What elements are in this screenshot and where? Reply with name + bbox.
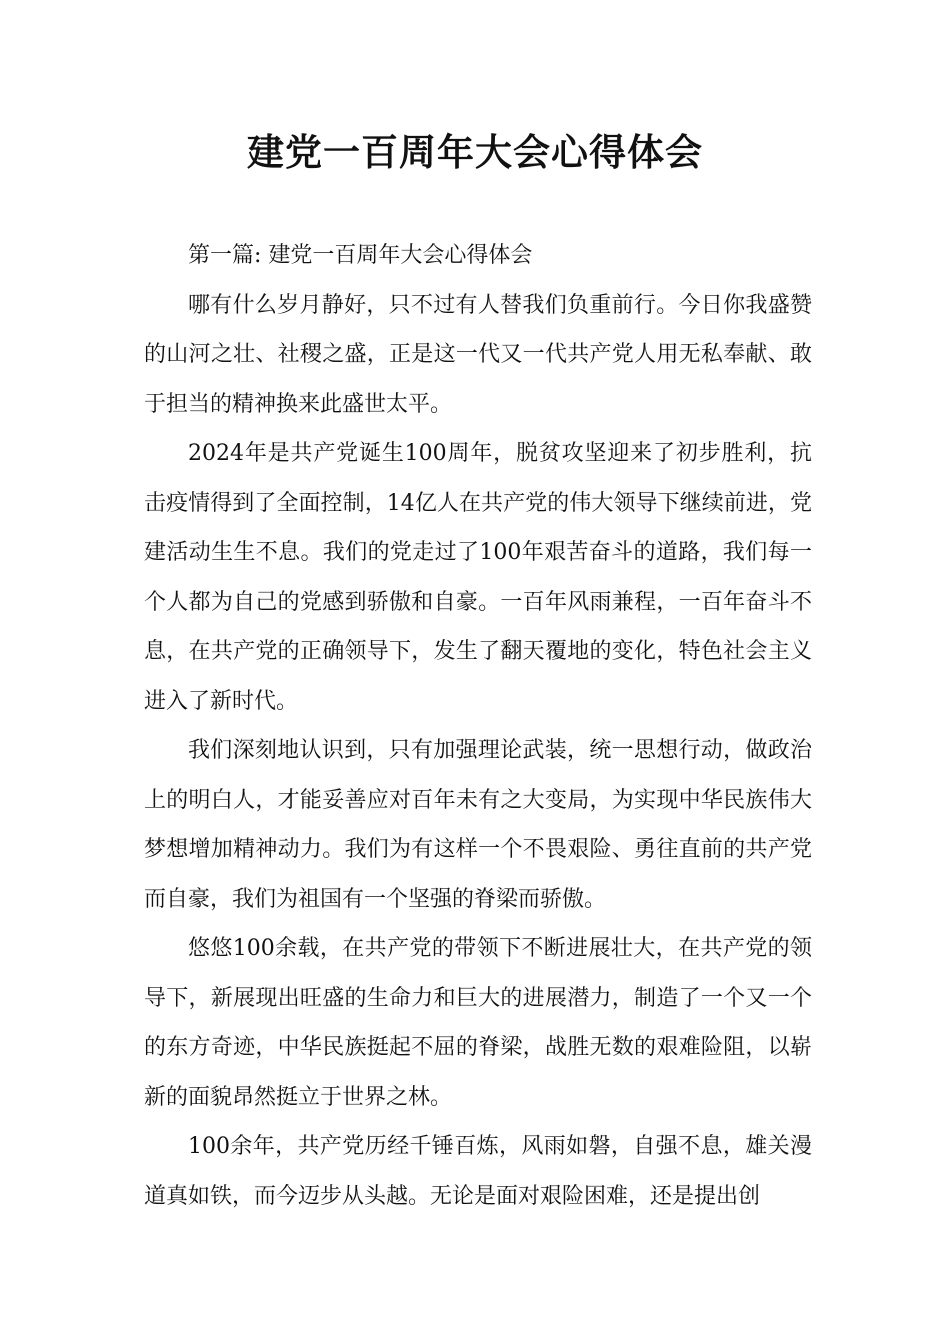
- paragraph: 悠悠100余载，在共产党的带领下不断进展壮大，在共产党的领导下，新展现出旺盛的生命力和巨大的进展潜力，制造了一个又一个的东方奇迹，中华民族挺起不屈的脊梁，战胜无数的艰难险阻，以崭新的面貌昂然挺立于世界之林。: [144, 936, 812, 1110]
- paragraph: 100余年，共产党历经千锤百炼，风雨如磐，自强不息，雄关漫道真如铁，而今迈步从头越。无论是面对艰险困难，还是提出创: [144, 1134, 812, 1209]
- section-heading: 第一篇: 建党一百周年大会心得体会: [188, 243, 533, 268]
- paragraph: 我们深刻地认识到，只有加强理论武装，统一思想行动，做政治上的明白人，才能妥善应对百年未有之大变局，为实现中华民族伟大梦想增加精神动力。我们为有这样一个不畏艰险、勇往直前的共产党而自豪，我们为祖国有一个坚强的脊梁而骄傲。: [144, 738, 812, 912]
- paragraph: 2024年是共产党诞生100周年，脱贫攻坚迎来了初步胜利，抗击疫情得到了全面控制，14亿人在共产党的伟大领导下继续前进，党建活动生生不息。我们的党走过了100年艰苦奋斗的道路，我们每一个人都为自己的党感到骄傲和自豪。一百年风雨兼程，一百年奋斗不息，在共产党的正确领导下，发生了翻天覆地的变化，特色社会主义进入了新时代。: [144, 441, 812, 714]
- paragraph: 哪有什么岁月静好，只不过有人替我们负重前行。今日你我盛赞的山河之壮、社稷之盛，正是这一代又一代共产党人用无私奉献、敢于担当的精神换来此盛世太平。: [144, 292, 812, 417]
- document-title: 建党一百周年大会心得体会: [247, 131, 703, 174]
- document-body: [144, 231, 812, 1221]
